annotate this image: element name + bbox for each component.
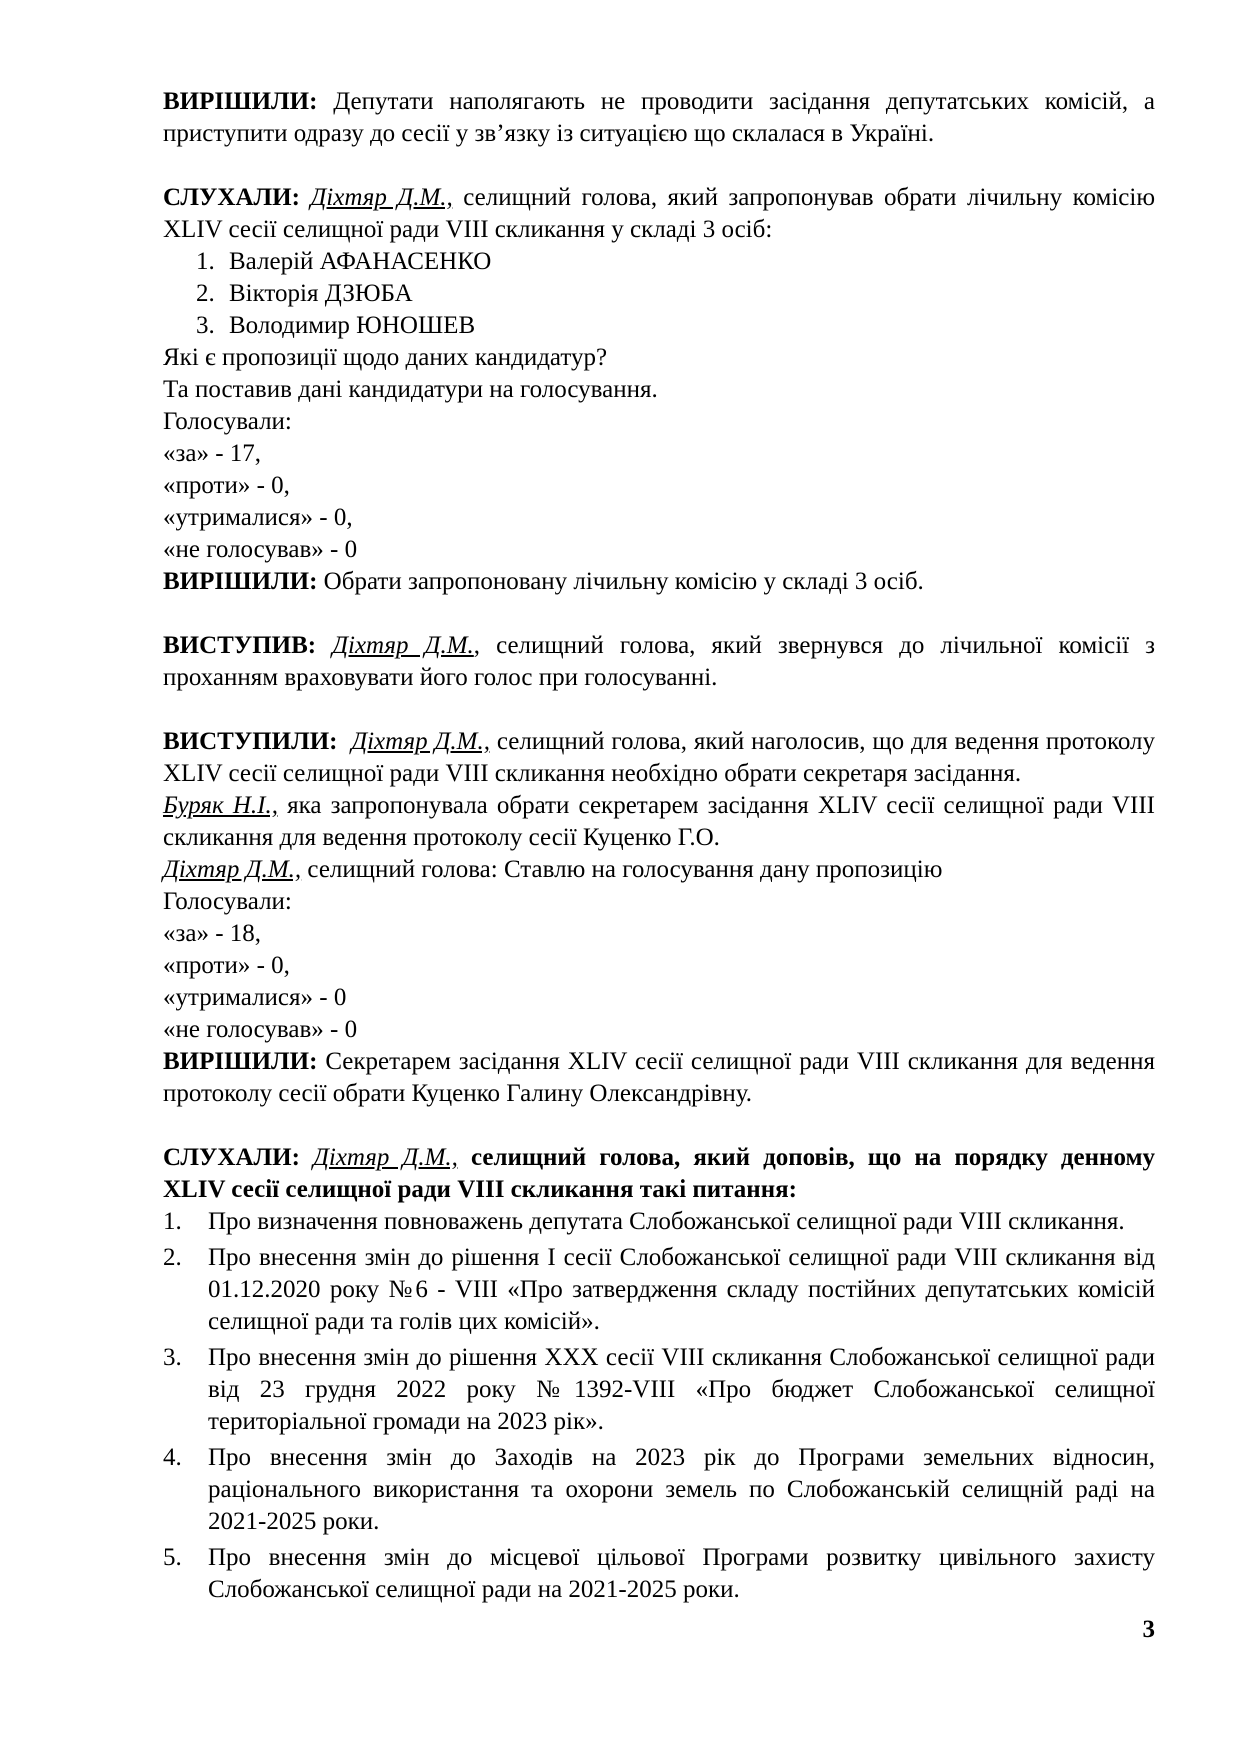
agenda-item bbox=[163, 1242, 1155, 1338]
spoke-many-label: ВИСТУПИЛИ: bbox=[163, 728, 338, 755]
agenda-item-number: 4. bbox=[163, 1444, 182, 1471]
heard-label: СЛУХАЛИ: bbox=[163, 1144, 300, 1171]
heard-paragraph-1 bbox=[163, 182, 1155, 246]
vote-call-line: Та поставив дані кандидатури на голосування. bbox=[163, 376, 658, 403]
agenda-item-text: Про внесення змін до рішення ХХХ сесії VIII скликання Слобожанської селищної ради від 23 грудня 2022 року №1392-VIII «Про бюджет Слобожанської селищної територіальної громади на 2023 рік». bbox=[208, 1344, 1155, 1435]
proposal-text: яка запропонувала обрати секретарем засідання XLIV сесії селищної ради VIII скликання для ведення протоколу сесії Куценко Г.О. bbox=[163, 792, 1156, 851]
candidate-item: 3. Володимир ЮНОШЕВ bbox=[221, 310, 1155, 342]
speaker-name: Діхтяр Д.М., bbox=[163, 856, 302, 883]
spoke-label: ВИСТУПИВ: bbox=[163, 632, 317, 659]
heard-text: селищний голова, який запропонував обрати лічильну комісію XLIV сесії селищної ради VIII скликання у складі 3 осіб: bbox=[163, 184, 1155, 243]
vote-for: «за» - 17, bbox=[163, 440, 262, 467]
agenda-item-text: Про внесення змін до Заходів на 2023 рік до Програми земельних відносин, раціонального використання та охорони земель по Слобожанській селищній раді на 2021-2025 роки. bbox=[208, 1444, 1155, 1535]
proposal-paragraph bbox=[163, 790, 1155, 854]
vote-for: «за» - 18, bbox=[163, 920, 262, 947]
agenda-item-number: 2. bbox=[163, 1244, 182, 1271]
vote-none: «не голосував» - 0 bbox=[163, 1016, 358, 1043]
vote-abstain: «утрималися» - 0, bbox=[163, 504, 353, 531]
vote-none: «не голосував» - 0 bbox=[163, 536, 358, 563]
agenda-item-number: 3. bbox=[163, 1344, 182, 1371]
agenda-item-text: Про визначення повноважень депутата Слобожанської селищної ради VIII скликання. bbox=[208, 1208, 1125, 1235]
agenda-item-number: 1. bbox=[163, 1208, 182, 1235]
question-line: Які є пропозиції щодо даних кандидатур? bbox=[163, 344, 608, 371]
decision-label: ВИРІШИЛИ: bbox=[163, 1048, 318, 1075]
vote-abstain: «утрималися» - 0 bbox=[163, 984, 347, 1011]
votes-label: Голосували: bbox=[163, 888, 292, 915]
agenda-item-text: Про внесення змін до рішення І сесії Слобожанської селищної ради VIII скликання від 01.12.2020 року №6 - VIII «Про затвердження складу постійних депутатських комісій селищної ради та голів цих комісій». bbox=[208, 1244, 1155, 1335]
agenda-item bbox=[163, 1442, 1155, 1538]
decision-text: Депутати наполягають не проводити засідання депутатських комісій, а приступити одразу до сесії у зв’язку із ситуацією що склалася в Україні. bbox=[163, 88, 1155, 147]
vote-against: «проти» - 0, bbox=[163, 472, 290, 499]
agenda-item bbox=[163, 1542, 1155, 1606]
agenda-item bbox=[163, 1206, 1155, 1238]
decision-text: Секретарем засідання XLIV сесії селищної ради VIII скликання для ведення протоколу сесії обрати Куценко Галину Олександрівну. bbox=[163, 1048, 1155, 1107]
heard-label: СЛУХАЛИ: bbox=[163, 184, 300, 211]
decision-paragraph-2 bbox=[163, 566, 1155, 598]
heard-paragraph-2 bbox=[163, 1142, 1155, 1206]
agenda-item bbox=[163, 1342, 1155, 1438]
agenda-list bbox=[163, 1206, 1155, 1606]
spoke-many-paragraph bbox=[163, 726, 1155, 790]
decision-text: Обрати запропоновану лічильну комісію у складі 3 осіб. bbox=[317, 568, 924, 595]
speaker-name: Буряк Н.І., bbox=[163, 792, 278, 819]
speaker-name: Діхтяр Д.М., bbox=[310, 184, 453, 211]
agenda-item-text: Про внесення змін до місцевої цільової Програми розвитку цивільного захисту Слобожанської селищної ради на 2021-2025 роки. bbox=[208, 1544, 1155, 1603]
spoke-paragraph bbox=[163, 630, 1155, 694]
decision-paragraph-1 bbox=[163, 86, 1155, 150]
speaker-name: Діхтяр Д.М., bbox=[312, 1144, 458, 1171]
votes-label: Голосували: bbox=[163, 408, 292, 435]
speaker-name: Діхтяр Д.М., bbox=[351, 728, 490, 755]
candidate-list bbox=[163, 246, 1155, 342]
vote-call-text: селищний голова: Ставлю на голосування дану пропозицію bbox=[301, 856, 943, 883]
vote-call-paragraph bbox=[163, 854, 1155, 886]
candidate-item: 1. Валерій АФАНАСЕНКО bbox=[221, 246, 1155, 278]
spoke-text: селищний голова, який наголосив, що для ведення протоколу XLIV сесії селищної ради VIII скликання необхідно обрати секретаря засідання. bbox=[163, 728, 1155, 787]
agenda-item-number: 5. bbox=[163, 1544, 182, 1571]
page-number: 3 bbox=[1142, 1616, 1155, 1643]
decision-label: ВИРІШИЛИ: bbox=[163, 568, 318, 595]
heard-text: селищний голова, який доповів, що на порядку денному XLIV сесії селищної ради VIII скликання такі питання: bbox=[163, 1144, 1156, 1203]
vote-against: «проти» - 0, bbox=[163, 952, 290, 979]
decision-paragraph-3 bbox=[163, 1046, 1155, 1110]
decision-label: ВИРІШИЛИ: bbox=[163, 88, 318, 115]
spoke-text: , селищний голова, який звернувся до лічильної комісії з проханням враховувати його голос при голосуванні. bbox=[163, 632, 1155, 691]
candidate-item: 2. Вікторія ДЗЮБА bbox=[221, 278, 1155, 310]
speaker-name: Діхтяр Д.М. bbox=[332, 632, 474, 659]
